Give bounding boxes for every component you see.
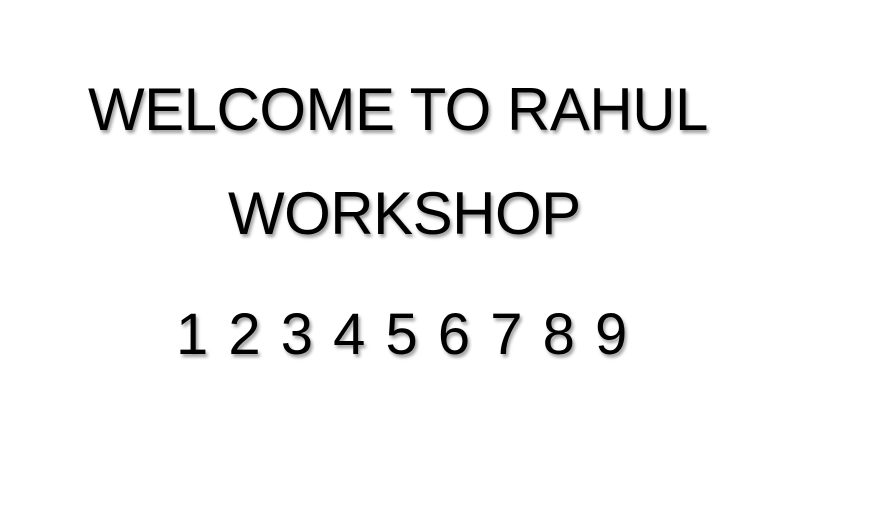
title-line-2: WORKSHOP (228, 180, 581, 247)
title-line-1: WELCOME TO RAHUL (88, 76, 708, 143)
number-row: 1 2 3 4 5 6 7 8 9 (176, 302, 628, 367)
